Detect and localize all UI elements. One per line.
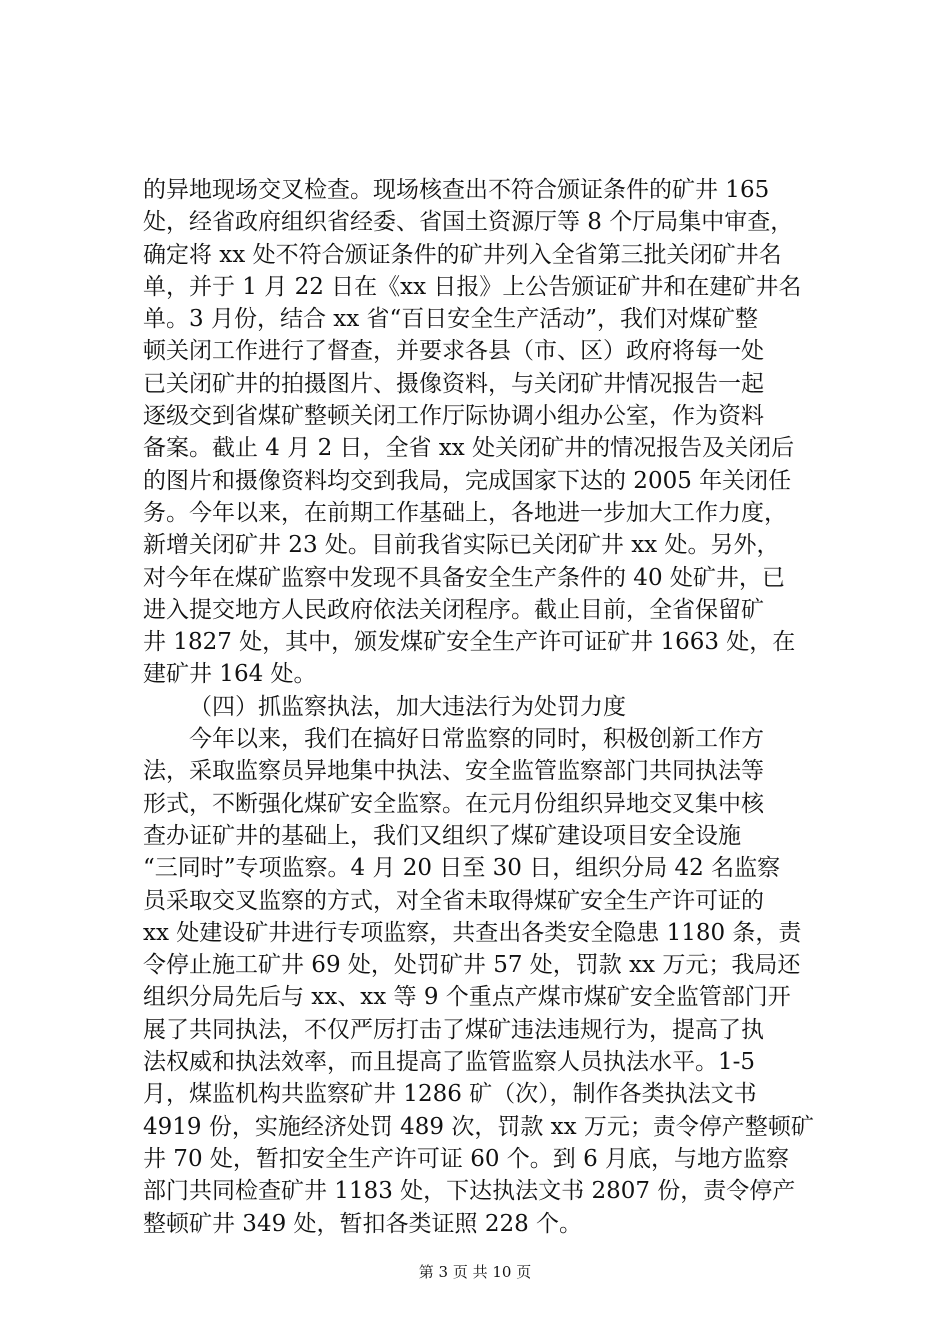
text-line: 逐级交到省煤矿整顿关闭工作厅际协调小组办公室，作为资料	[143, 403, 764, 430]
text-line: 井 1827 处，其中，颁发煤矿安全生产许可证矿井 1663 处，在	[143, 629, 796, 656]
text-line: 井 70 处，暂扣安全生产许可证 60 个。到 6 月底，与地方监察	[143, 1145, 790, 1172]
text-line: 组织分局先后与 xx、xx 等 9 个重点产煤市煤矿安全监管部门开	[143, 984, 791, 1011]
text-line: 新增关闭矿井 23 处。目前我省实际已关闭矿井 xx 处。另外，	[143, 532, 780, 559]
text-line: 4919 份，实施经济处罚 489 次，罚款 xx 万元；责令停产整顿矿	[143, 1113, 814, 1140]
text-line: 法权威和执法效率，而且提高了监管监察人员执法水平。1-5	[143, 1049, 756, 1076]
text-line: 查办证矿井的基础上，我们又组织了煤矿建设项目安全设施	[143, 822, 741, 849]
text-line: 形式，不断强化煤矿安全监察。在元月份组织异地交叉集中核	[143, 790, 764, 817]
section-heading: （四）抓监察执法，加大违法行为处罚力度	[189, 693, 626, 720]
text-line: 确定将 xx 处不符合颁证条件的矿井列入全省第三批关闭矿井名	[143, 241, 782, 268]
text-line: 务。今年以来，在前期工作基础上，各地进一步加大工作力度，	[143, 499, 787, 526]
text-line: 整顿矿井 349 处，暂扣各类证照 228 个。	[143, 1210, 583, 1237]
text-line: 处，经省政府组织省经委、省国土资源厅等 8 个厅局集中审查，	[143, 209, 794, 236]
text-line: 员采取交叉监察的方式，对全省未取得煤矿安全生产许可证的	[143, 887, 764, 914]
text-line: 的图片和摄像资料均交到我局，完成国家下达的 2005 年关闭任	[143, 467, 792, 494]
text-line: 顿关闭工作进行了督查，并要求各县（市、区）政府将每一处	[143, 338, 764, 365]
text-line: 单，并于 1 月 22 日在《xx 日报》上公告颁证矿井和在建矿井名	[143, 273, 802, 300]
text-line: xx 处建设矿井进行专项监察，共查出各类安全隐患 1180 条，责	[143, 919, 802, 946]
page-footer: 第 3 页 共 10 页	[418, 1263, 532, 1281]
text-line: 令停止施工矿井 69 处，处罚矿井 57 处，罚款 xx 万元；我局还	[143, 952, 801, 979]
text-line: 建矿井 164 处。	[143, 661, 317, 688]
text-line: 部门共同检查矿井 1183 处，下达执法文书 2807 份，责令停产	[143, 1178, 796, 1205]
text-line: 的异地现场交叉检查。现场核查出不符合颁证条件的矿井 165	[143, 177, 770, 203]
text-line: 月，煤监机构共监察矿井 1286 矿（次），制作各类执法文书	[143, 1081, 757, 1108]
text-line: 展了共同执法，不仅严厉打击了煤矿违法违规行为，提高了执	[143, 1016, 764, 1043]
text-line: 已关闭矿井的拍摄图片、摄像资料，与关闭矿井情况报告一起	[143, 370, 764, 397]
document-body	[143, 174, 833, 1240]
text-line: 对今年在煤矿监察中发现不具备安全生产条件的 40 处矿井，已	[143, 564, 785, 591]
text-line: 单。3 月份，结合 xx 省“百日安全生产活动”，我们对煤矿整	[143, 306, 759, 333]
text-line: 进入提交地方人民政府依法关闭程序。截止目前，全省保留矿	[143, 596, 764, 623]
text-line: 备案。截止 4 月 2 日，全省 xx 处关闭矿井的情况报告及关闭后	[143, 435, 795, 462]
text-line: “三同时”专项监察。4 月 20 日至 30 日，组织分局 42 名监察	[143, 855, 781, 882]
text-line: 法，采取监察员异地集中执法、安全监管监察部门共同执法等	[143, 758, 764, 785]
text-line: 今年以来，我们在搞好日常监察的同时，积极创新工作方	[189, 726, 764, 753]
